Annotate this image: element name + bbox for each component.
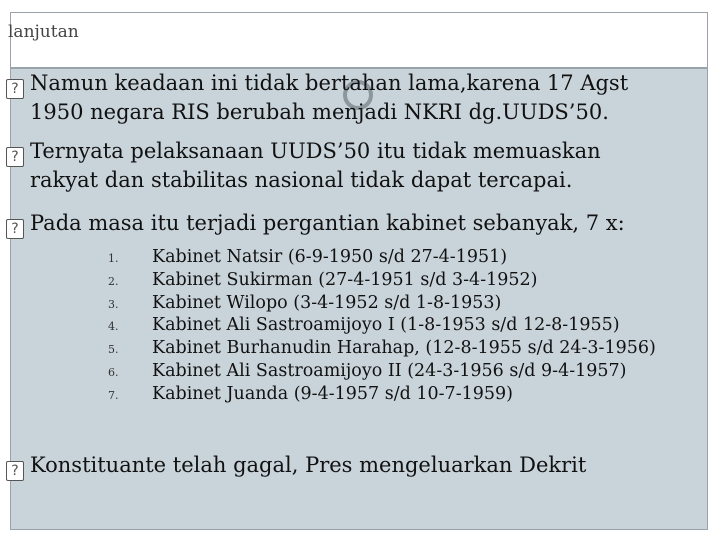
bullet-4-text: Konstituante telah gagal, Pres mengeluarkan Dekrit: [30, 453, 587, 477]
list-item: [108, 292, 656, 315]
bullet-1: [6, 70, 628, 126]
list-item-text: Kabinet Ali Sastroamijoyo II (24-3-1956 s/d 9-4-1957): [152, 360, 627, 381]
bullet-box-icon: ?: [6, 79, 24, 99]
list-number: 2.: [108, 274, 119, 288]
list-item: [108, 269, 656, 292]
list-number: 7.: [108, 388, 119, 402]
bullet-1-line1: Namun keadaan ini tidak bertahan lama,karena 17 Agst: [30, 71, 629, 95]
bullet-4: [6, 452, 586, 481]
bullet-3-line1: Pada masa itu terjadi pergantian kabinet sebanyak, 7 x:: [30, 211, 625, 235]
list-item: [108, 246, 656, 269]
bullet-2-line2: rakyat dan stabilitas nasional tidak dapat tercapai.: [30, 168, 573, 192]
title-band: [10, 12, 708, 68]
bullet-1-line2: 1950 negara RIS berubah menjadi NKRI dg.UUDS’50.: [30, 100, 609, 124]
list-item-text: Kabinet Juanda (9-4-1957 s/d 10-7-1959): [152, 383, 513, 404]
list-number: 4.: [108, 320, 119, 334]
list-item: [108, 314, 656, 337]
bullet-box-icon: ?: [6, 461, 24, 481]
bullet-2-line1: Ternyata pelaksanaan UUDS’50 itu tidak memuaskan: [30, 139, 601, 163]
list-number: 1.: [108, 252, 119, 265]
list-item: [108, 337, 656, 360]
list-item: [108, 360, 656, 383]
list-item-text: Kabinet Burhanudin Harahap, (12-8-1955 s/d 24-3-1956): [152, 338, 656, 359]
bullet-box-icon: ?: [6, 147, 24, 167]
bullet-2: [6, 138, 601, 194]
list-item-text: Kabinet Wilopo (3-4-1952 s/d 1-8-1953): [152, 292, 502, 313]
list-item-text: Kabinet Ali Sastroamijoyo I (1-8-1953 s/d 12-8-1955): [152, 315, 620, 336]
list-item-text: Kabinet Natsir (6-9-1950 s/d 27-4-1951): [152, 247, 508, 267]
bullet-3: [6, 210, 625, 239]
list-item-text: Kabinet Sukirman (27-4-1951 s/d 3-4-1952): [152, 269, 538, 290]
slide-title: lanjutan: [8, 22, 79, 42]
list-number: 5.: [108, 343, 119, 357]
cabinet-list: [108, 246, 656, 406]
list-number: 6.: [108, 365, 119, 379]
list-number: 3.: [108, 297, 119, 311]
bullet-box-icon: ?: [6, 219, 24, 239]
list-item: [108, 383, 656, 406]
